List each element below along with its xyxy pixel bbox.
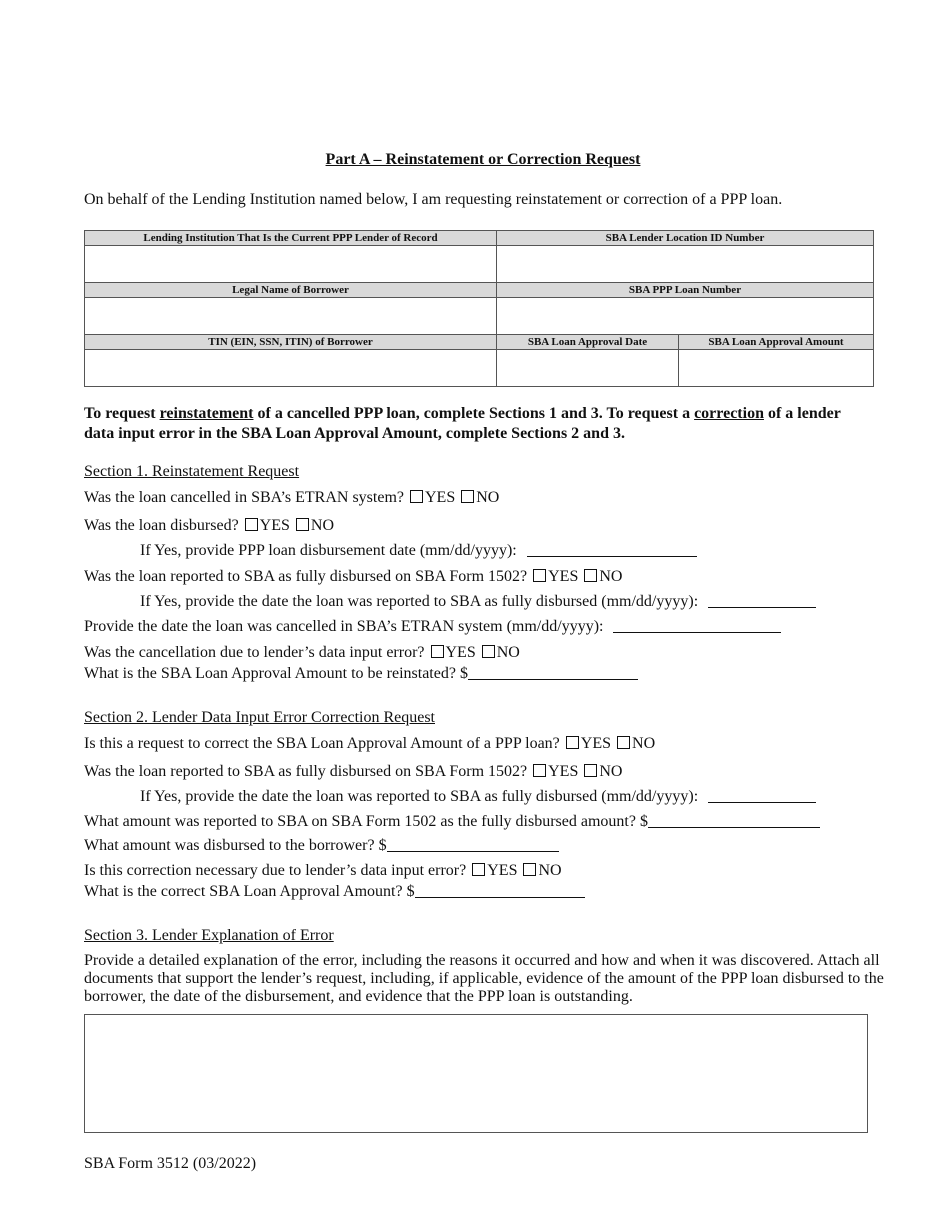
no-label: NO	[476, 489, 500, 506]
s2-error-label: Is this correction necessary due to lender’s data input error?	[84, 862, 467, 879]
s2-error-question	[84, 862, 562, 880]
form-footer: SBA Form 3512 (03/2022)	[84, 1155, 257, 1172]
loan-info-table	[84, 230, 874, 387]
yes-label: YES	[580, 735, 612, 752]
s2-reported-date-field[interactable]	[708, 788, 816, 803]
s2-correct-no-checkbox[interactable]	[617, 736, 630, 749]
section3-heading: Section 3. Lender Explanation of Error	[84, 927, 334, 944]
yes-label: YES	[259, 517, 290, 534]
section3-paragraph: Provide a detailed explanation of the error, including the reasons it occurred and how and when it was discovered. Attach all documents that support the lender’s request, including, if applicable, evidence of the amount of the PPP loan disbursed to the borrower, the date of the disbursement, and evidence that the PPP loan is outstanding.	[84, 952, 884, 1005]
approval-amount-field[interactable]	[679, 350, 874, 387]
s1-disbursed-yes-checkbox[interactable]	[245, 518, 258, 531]
yes-label: YES	[487, 862, 518, 879]
approval-date-field[interactable]	[497, 350, 679, 387]
yes-label: YES	[445, 644, 476, 661]
tin-header: TIN (EIN, SSN, ITIN) of Borrower	[85, 335, 497, 350]
s2-reported-date-question	[140, 788, 816, 806]
lender-field[interactable]	[85, 246, 497, 283]
s1-disbursed-question	[84, 517, 334, 535]
s2-correct-amount-label: What is the correct SBA Loan Approval Amount?	[84, 883, 403, 900]
s1-amount-label: What is the SBA Loan Approval Amount to be reinstated?	[84, 665, 456, 682]
s1-cancel-error-no-checkbox[interactable]	[482, 645, 495, 658]
s2-reported-amount-question	[84, 813, 820, 831]
instructions-reinstatement: reinstatement	[159, 405, 254, 422]
s1-reported-label: Was the loan reported to SBA as fully disbursed on SBA Form 1502?	[84, 568, 528, 585]
s2-reported-question	[84, 763, 622, 781]
loan-number-header: SBA PPP Loan Number	[497, 283, 874, 298]
s1-cancelled-label: Was the loan cancelled in SBA’s ETRAN system?	[84, 489, 404, 506]
s2-reported-date-label: If Yes, provide the date the loan was reported to SBA as fully disbursed (mm/dd/yyyy):	[140, 788, 699, 805]
s1-cancelled-question	[84, 489, 499, 507]
lender-header: Lending Institution That Is the Current PPP Lender of Record	[85, 231, 497, 246]
dollar-sign: $	[639, 813, 648, 830]
s1-cancel-date-question	[84, 618, 781, 636]
no-label: NO	[632, 735, 656, 752]
yes-label: YES	[424, 489, 456, 506]
no-label: NO	[599, 763, 623, 780]
s1-cancel-error-label: Was the cancellation due to lender’s data input error?	[84, 644, 425, 661]
instructions-part-3: of a lender data input error in the SBA Loan Approval Amount, complete Sections 2 and 3.	[84, 405, 841, 442]
s2-error-yes-checkbox[interactable]	[472, 863, 485, 876]
s1-disbursed-label: Was the loan disbursed?	[84, 517, 239, 534]
s1-cancel-date-field[interactable]	[613, 618, 781, 633]
borrower-header: Legal Name of Borrower	[85, 283, 497, 298]
s1-cancelled-yes-checkbox[interactable]	[410, 490, 423, 503]
tin-field[interactable]	[85, 350, 497, 387]
section2-heading: Section 2. Lender Data Input Error Correction Request	[84, 709, 435, 726]
s2-reported-amount-field[interactable]	[648, 813, 820, 828]
yes-label: YES	[548, 763, 579, 780]
page-title: Part A – Reinstatement or Correction Request	[325, 151, 641, 168]
s2-disbursed-amount-question	[84, 837, 559, 855]
s1-disb-date-question	[140, 542, 697, 560]
no-label: NO	[538, 862, 562, 879]
s1-reported-date-question	[140, 593, 816, 611]
section1-heading: Section 1. Reinstatement Request	[84, 463, 300, 480]
s2-correct-label: Is this a request to correct the SBA Loan Approval Amount of a PPP loan?	[84, 735, 560, 752]
s2-correct-yes-checkbox[interactable]	[566, 736, 579, 749]
instructions-part-2: of a cancelled PPP loan, complete Sections 1 and 3. To request a	[253, 405, 695, 422]
s1-amount-field[interactable]	[468, 665, 638, 680]
instructions-correction: correction	[694, 405, 764, 422]
instructions	[84, 404, 874, 444]
dollar-sign: $	[406, 883, 415, 900]
s1-cancel-error-yes-checkbox[interactable]	[431, 645, 444, 658]
dollar-sign: $	[378, 837, 387, 854]
location-id-field[interactable]	[497, 246, 874, 283]
no-label: NO	[310, 517, 335, 534]
s1-reported-yes-checkbox[interactable]	[533, 569, 546, 582]
s2-disbursed-amount-field[interactable]	[387, 837, 559, 852]
dollar-sign: $	[459, 665, 468, 682]
s1-disb-date-label: If Yes, provide PPP loan disbursement date (mm/dd/yyyy):	[140, 542, 517, 559]
s1-cancelled-no-checkbox[interactable]	[461, 490, 474, 503]
s1-disbursed-no-checkbox[interactable]	[296, 518, 309, 531]
s2-correct-amount-field[interactable]	[415, 883, 585, 898]
approval-date-header: SBA Loan Approval Date	[497, 335, 679, 350]
s1-disb-date-field[interactable]	[527, 542, 697, 557]
s1-reported-no-checkbox[interactable]	[584, 569, 597, 582]
loan-number-field[interactable]	[497, 298, 874, 335]
explanation-textarea[interactable]	[84, 1014, 868, 1133]
location-id-header: SBA Lender Location ID Number	[497, 231, 874, 246]
s2-reported-amount-label: What amount was reported to SBA on SBA Form 1502 as the fully disbursed amount?	[84, 813, 636, 830]
no-label: NO	[496, 644, 520, 661]
s1-reported-date-field[interactable]	[708, 593, 816, 608]
s1-reported-question	[84, 568, 622, 586]
s1-cancel-error-question	[84, 644, 520, 662]
approval-amount-header: SBA Loan Approval Amount	[679, 335, 874, 350]
s1-cancel-date-label: Provide the date the loan was cancelled in SBA’s ETRAN system (mm/dd/yyyy):	[84, 618, 604, 635]
s1-amount-question	[84, 665, 638, 683]
no-label: NO	[599, 568, 623, 585]
s2-reported-label: Was the loan reported to SBA as fully disbursed on SBA Form 1502?	[84, 763, 528, 780]
yes-label: YES	[548, 568, 579, 585]
s2-reported-yes-checkbox[interactable]	[533, 764, 546, 777]
s2-disbursed-amount-label: What amount was disbursed to the borrower?	[84, 837, 375, 854]
intro-text: On behalf of the Lending Institution named below, I am requesting reinstatement or correction of a PPP loan.	[84, 191, 783, 208]
s1-reported-date-label: If Yes, provide the date the loan was reported to SBA as fully disbursed (mm/dd/yyyy):	[140, 593, 699, 610]
instructions-part-1: To request	[84, 405, 160, 422]
s2-error-no-checkbox[interactable]	[523, 863, 536, 876]
s2-correct-amount-question	[84, 883, 585, 901]
s2-correct-question	[84, 735, 655, 753]
borrower-field[interactable]	[85, 298, 497, 335]
s2-reported-no-checkbox[interactable]	[584, 764, 597, 777]
